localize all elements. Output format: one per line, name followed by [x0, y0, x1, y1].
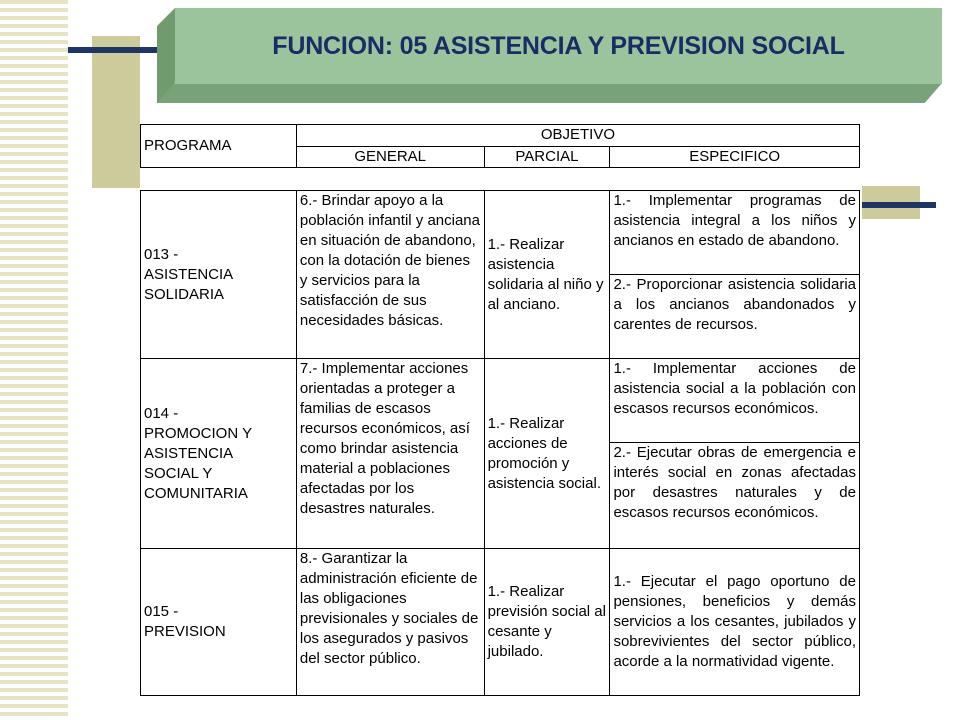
header-table — [140, 124, 860, 168]
left-stripe-decoration — [0, 0, 68, 720]
objetivo-especifico-cell: 1.- Implementar programas de asistencia integral a los niños y ancianos en estado de abandono. — [610, 191, 860, 275]
navy-accent-bar-right — [862, 202, 936, 208]
objetivo-parcial-cell: 1.- Realizar asistencia solidaria al niño y al anciano. — [484, 191, 610, 359]
objetivo-especifico-cell: 1.- Implementar acciones de asistencia social a la población con escasos recursos económicos. — [610, 359, 860, 443]
khaki-accent-block — [92, 36, 140, 188]
programa-cell: 013 - ASISTENCIA SOLIDARIA — [141, 191, 297, 359]
programa-cell: 015 - PREVISION — [141, 549, 297, 696]
title-box-bevel-bottom — [157, 83, 942, 103]
header-objetivo: OBJETIVO — [296, 125, 859, 147]
header-parcial: PARCIAL — [484, 146, 610, 168]
programs-table — [140, 190, 860, 696]
navy-accent-bar-left — [68, 47, 163, 53]
header-general: GENERAL — [296, 146, 484, 168]
page-title: FUNCION: 05 ASISTENCIA Y PREVISION SOCIAL — [272, 31, 845, 60]
objetivo-general-cell: 6.- Brindar apoyo a la población infantil y anciana en situación de abandono, con la dotación de bienes y servicios para la satisfacción de sus necesidades básicas. — [296, 191, 484, 359]
objetivo-parcial-cell: 1.- Realizar previsión social al cesante y jubilado. — [484, 549, 610, 696]
header-especifico: ESPECIFICO — [610, 146, 860, 168]
header-programa: PROGRAMA — [141, 125, 297, 168]
objetivo-especifico-cell: 2.- Proporcionar asistencia solidaria a los ancianos abandonados y carentes de recursos. — [610, 275, 860, 359]
objetivo-general-cell: 8.- Garantizar la administración eficiente de las obligaciones previsionales y sociales de los asegurados y pasivos del sector público. — [296, 549, 484, 696]
objetivo-especifico-cell: 2.- Ejecutar obras de emergencia e interés social en zonas afectadas por desastres naturales y de escasos recursos económicos. — [610, 443, 860, 549]
objetivo-especifico-cell: 1.- Ejecutar el pago oportuno de pensiones, beneficios y demás servicios a los cesantes, jubilados y sobrevivientes del sector público, acorde a la normatividad vigente. — [610, 549, 860, 696]
objetivo-general-cell: 7.- Implementar acciones orientadas a proteger a familias de escasos recursos económicos, así como brindar asistencia material a poblaciones afectadas por los desastres naturales. — [296, 359, 484, 549]
objetivo-parcial-cell: 1.- Realizar acciones de promoción y asistencia social. — [484, 359, 610, 549]
programa-cell: 014 - PROMOCION Y ASISTENCIA SOCIAL Y COMUNITARIA — [141, 359, 297, 549]
